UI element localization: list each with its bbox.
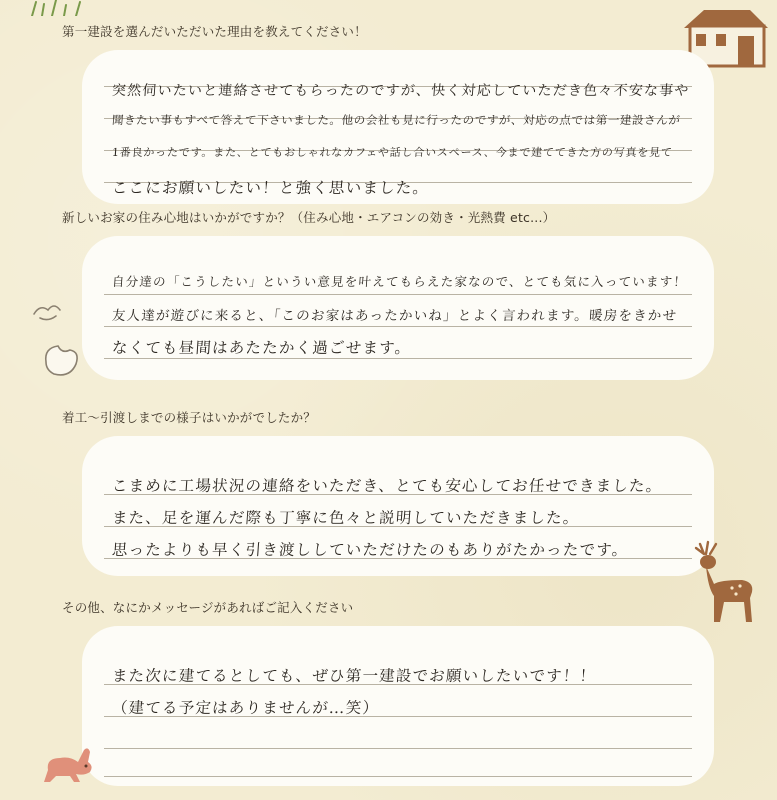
answer-line: 突然伺いたいと連絡させてもらったのですが、快く対応していただき色々不安な事や xyxy=(111,83,691,99)
answer-line: 友人達が遊びに来ると、「このお家はあったかいね」とよく言われます。暖房をきかせ xyxy=(111,308,678,324)
answer-card-message xyxy=(82,626,714,786)
answer-line: 自分達の「こうしたい」というい意見を叶えてもらえた家なので、とても気に入っています！ xyxy=(111,274,688,289)
answer-line: また、足を運んだ際も丁寧に色々と説明していただきました。 xyxy=(111,509,581,527)
rabbit-illustration xyxy=(40,740,96,784)
answer-line: ここにお願いしたい！と強く思いました。 xyxy=(111,179,430,197)
answer-line: 1番良かったです。また、とてもおしゃれなカフェや話し合いスペース、今まで建ててきた方の写真を見て xyxy=(111,146,674,159)
answer-line: なくても昼間はあたたかく過ごせます。 xyxy=(111,339,412,357)
bird-outline xyxy=(40,340,84,382)
question-message: その他、なにかメッセージがあればご記入ください xyxy=(62,600,354,615)
answer-line: （建てる予定はありませんが…笑） xyxy=(111,699,380,717)
grass-doodle xyxy=(28,0,88,16)
answer-card-living-comfort xyxy=(82,236,714,380)
answer-card-construction-process xyxy=(82,436,714,576)
answer-line: 思ったよりも早く引き渡ししていただけたのもありがたかったです。 xyxy=(111,541,630,559)
answer-card-reason xyxy=(82,50,714,204)
question-construction-process: 着工～引渡しまでの様子はいかがでしたか？ xyxy=(62,410,317,425)
question-living-comfort: 新しいお家の住み心地はいかがですか？（住み心地・エアコンの効き・光熱費 etc...） xyxy=(62,210,556,225)
bird-doodle xyxy=(30,300,64,326)
question-reason: 第一建設を選んだいただいた理由を教えてください！ xyxy=(62,24,367,39)
answer-line: また次に建てるとしても、ぜひ第一建設でお願いしたいです！！ xyxy=(111,667,597,685)
deer-illustration xyxy=(690,540,762,624)
answer-line: 聞きたい事もすべて答えて下さいました。他の会社も見に行ったのですが、対応の点では第一建設さんが xyxy=(111,113,681,127)
answer-line: こまめに工場状況の連絡をいただき、とても安心してお任せできました。 xyxy=(111,477,664,495)
